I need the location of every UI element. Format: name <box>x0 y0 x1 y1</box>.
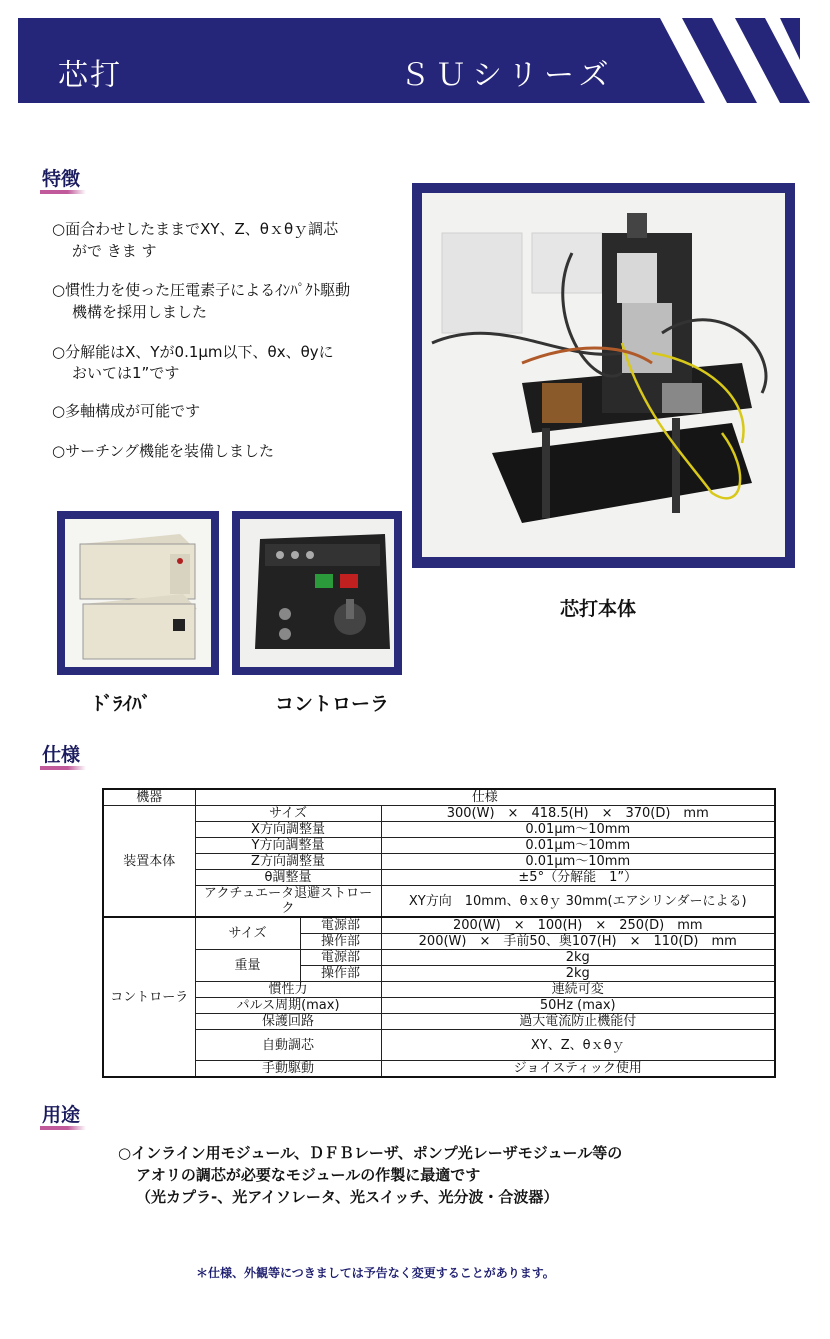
spec-value: XY、Z、θｘθｙ <box>381 1030 775 1061</box>
controller-photo <box>232 511 402 675</box>
spec-value: XY方向 10mm、θｘθｙ 30mm(エアシリンダーによる) <box>381 886 775 918</box>
driver-photo <box>57 511 219 675</box>
feature-item: おいては1”です <box>72 364 180 382</box>
spec-value: 50Hz (max) <box>381 998 775 1014</box>
spec-value: 2kg <box>381 966 775 982</box>
spec-label: サイズ <box>195 806 381 822</box>
table-row <box>103 982 775 998</box>
spec-value: 2kg <box>381 950 775 966</box>
feature-item: ○多軸構成が可能です <box>52 402 201 420</box>
spec-value: ジョイスティック使用 <box>381 1061 775 1078</box>
spec-label: サイズ <box>195 917 300 950</box>
table-header-row <box>103 789 775 806</box>
table-row <box>103 917 775 934</box>
spec-sublabel: 電源部 <box>300 950 381 966</box>
table-row <box>103 998 775 1014</box>
feature-item: がで きま す <box>72 242 157 260</box>
driver-illustration <box>65 519 211 667</box>
spec-value: 200(W) × 手前50、奥107(H) × 110(D) mm <box>381 934 775 950</box>
main-unit-photo <box>412 183 795 568</box>
main-unit-caption: 芯打本体 <box>560 598 637 620</box>
spec-value: 0.01μm～10mm <box>381 838 775 854</box>
spec-label: θ調整量 <box>195 870 381 886</box>
features-heading: 特徴 <box>40 164 86 191</box>
group-label-body: 装置本体 <box>103 806 195 918</box>
feature-item: 機構を採用しました <box>72 303 208 321</box>
spec-label: パルス周期(max) <box>195 998 381 1014</box>
feature-item: ○慣性力を使った圧電素子によるｲﾝﾊﾟｸﾄ駆動 <box>52 281 351 299</box>
table-row <box>103 838 775 854</box>
spec-value: 0.01μm～10mm <box>381 822 775 838</box>
table-row <box>103 1061 775 1078</box>
spec-value: 連続可変 <box>381 982 775 998</box>
spec-label: Z方向調整量 <box>195 854 381 870</box>
spec-sublabel: 操作部 <box>300 966 381 982</box>
spec-table <box>102 788 776 1078</box>
table-header-cell: 仕様 <box>195 789 775 806</box>
spec-label: 保護回路 <box>195 1014 381 1030</box>
spec-value: 200(W) × 100(H) × 250(D) mm <box>381 917 775 934</box>
apparatus-illustration <box>422 193 785 557</box>
spec-label: 重量 <box>195 950 300 982</box>
spec-label: アクチュエータ退避ストローク <box>195 886 381 918</box>
usage-line: （光カプラ-、光アイソレータ、光スイッチ、光分波・合波器） <box>136 1188 559 1206</box>
spec-value: 300(W) × 418.5(H) × 370(D) mm <box>381 806 775 822</box>
spec-value: ±5°（分解能 1”） <box>381 870 775 886</box>
series-title: ＳＵシリーズ <box>400 58 615 93</box>
table-header-cell: 機器 <box>103 789 195 806</box>
table-row <box>103 950 775 966</box>
controller-caption: コントローラ <box>275 693 390 715</box>
spec-label: 自動調芯 <box>195 1030 381 1061</box>
table-row <box>103 1030 775 1061</box>
spec-label: X方向調整量 <box>195 822 381 838</box>
driver-caption: ﾄﾞﾗｲﾊﾞ <box>94 693 152 715</box>
usage-line: アオリの調芯が必要なモジュールの作製に最適です <box>136 1166 481 1184</box>
feature-item: ○分解能はX、Yが0.1μm以下、θx、θyに <box>52 343 334 361</box>
table-row <box>103 806 775 822</box>
spec-label: 手動駆動 <box>195 1061 381 1078</box>
table-row <box>103 870 775 886</box>
spec-value: 過大電流防止機能付 <box>381 1014 775 1030</box>
table-row <box>103 822 775 838</box>
spec-label: Y方向調整量 <box>195 838 381 854</box>
feature-item: ○サーチング機能を装備しました <box>52 442 275 460</box>
table-row <box>103 854 775 870</box>
feature-item: ○面合わせしたままでXY、Z、θｘθｙ調芯 <box>52 220 339 238</box>
footnote: ＊仕様、外観等につきましては予告なく変更することがあります。 <box>196 1266 555 1280</box>
group-label-controller: コントローラ <box>103 917 195 1077</box>
usage-line: ○インライン用モジュール、ＤＦＢレーザ、ポンプ光レーザモジュール等の <box>118 1144 623 1162</box>
usage-heading: 用途 <box>40 1100 86 1127</box>
table-row <box>103 1014 775 1030</box>
spec-sublabel: 電源部 <box>300 917 381 934</box>
spec-label: 慣性力 <box>195 982 381 998</box>
spec-heading: 仕様 <box>40 740 86 767</box>
table-row <box>103 886 775 918</box>
spec-sublabel: 操作部 <box>300 934 381 950</box>
controller-illustration <box>240 519 394 667</box>
spec-value: 0.01μm～10mm <box>381 854 775 870</box>
product-title: 芯打 <box>58 58 122 93</box>
